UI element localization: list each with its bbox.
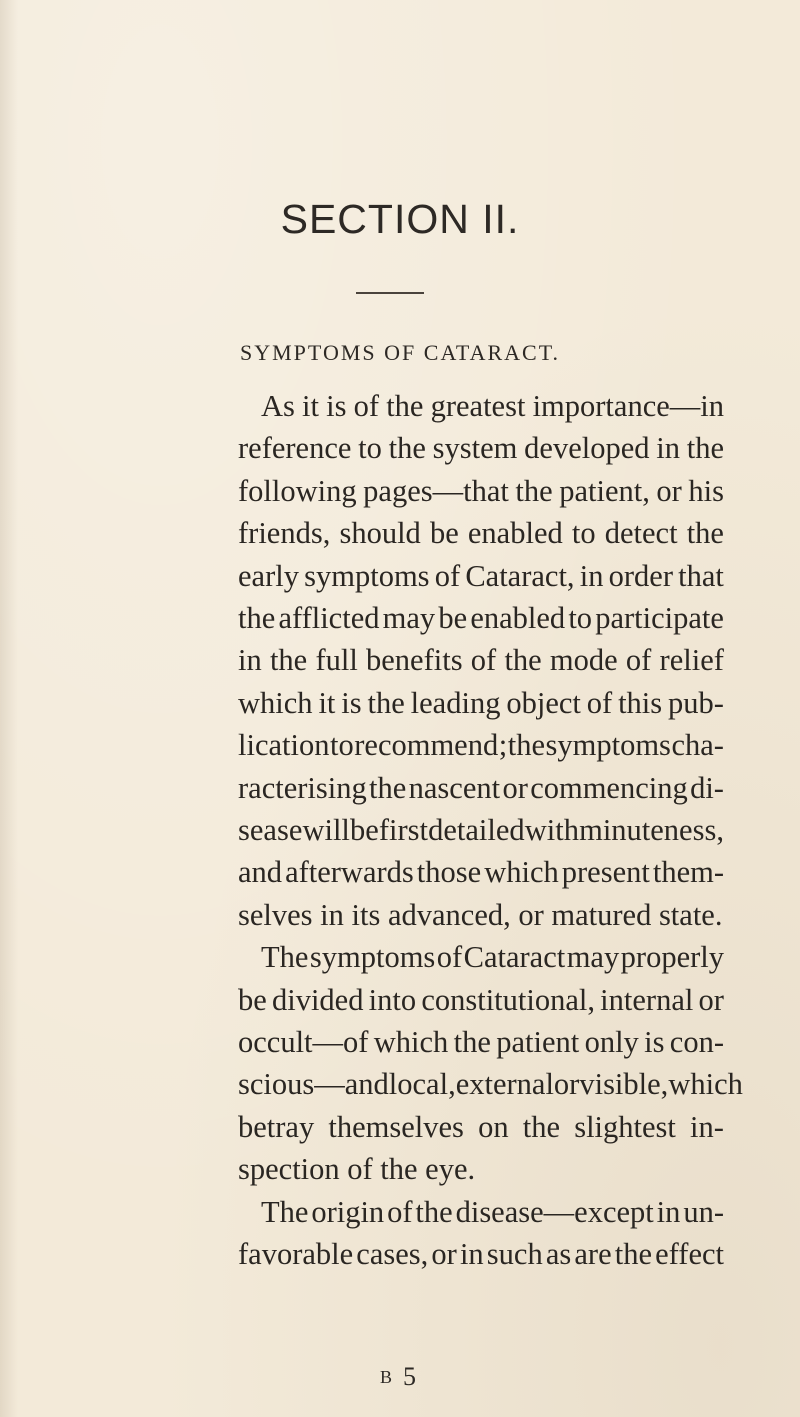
page-footer xyxy=(0,1362,800,1392)
section-subtitle: SYMPTOMS OF CATARACT. xyxy=(240,340,560,365)
signature-mark: B xyxy=(379,1367,393,1387)
body-line: As it is of the greatest importance—in xyxy=(261,389,724,423)
body-line: and afterwards those which present them- xyxy=(238,855,724,890)
body-line: be divided into constitutional, internal or xyxy=(238,982,724,1017)
body-line: betray themselves on the slightest in- xyxy=(238,1109,724,1144)
body-line: racterising the nascent or commencing di- xyxy=(238,770,724,805)
body-line: spection of the eye. xyxy=(238,1152,476,1187)
body-line: reference to the system developed in the xyxy=(238,431,724,466)
section-rule xyxy=(356,292,424,294)
body-line: in the full benefits of the mode of relief xyxy=(238,643,724,678)
body-line: friends, should be enabled to detect the xyxy=(238,516,724,551)
body-line: occult—of which the patient only is con- xyxy=(238,1025,724,1059)
body-line: scious—and local, external or visible, which xyxy=(238,1067,743,1102)
body-line: The symptoms of Cataract may properly xyxy=(261,940,724,975)
body-line: which it is the leading object of this pub- xyxy=(238,685,724,720)
body-line: early symptoms of Cataract, in order that xyxy=(238,558,724,593)
body-line: lication to recommend ; the symptoms cha- xyxy=(238,728,724,763)
body-line: following pages—that the patient, or his xyxy=(238,473,724,508)
body-line: selves in its advanced, or matured state. xyxy=(238,897,723,932)
body-line: sease will be first detailed with minuteness, xyxy=(238,813,724,847)
section-title: SECTION II. xyxy=(280,196,520,242)
body-line: favorable cases, or in such as are the effect xyxy=(238,1237,724,1271)
page-number: 5 xyxy=(403,1362,420,1391)
body-line: The origin of the disease—except in un- xyxy=(261,1194,724,1229)
body-line: the afflicted may be enabled to participate xyxy=(238,601,724,635)
